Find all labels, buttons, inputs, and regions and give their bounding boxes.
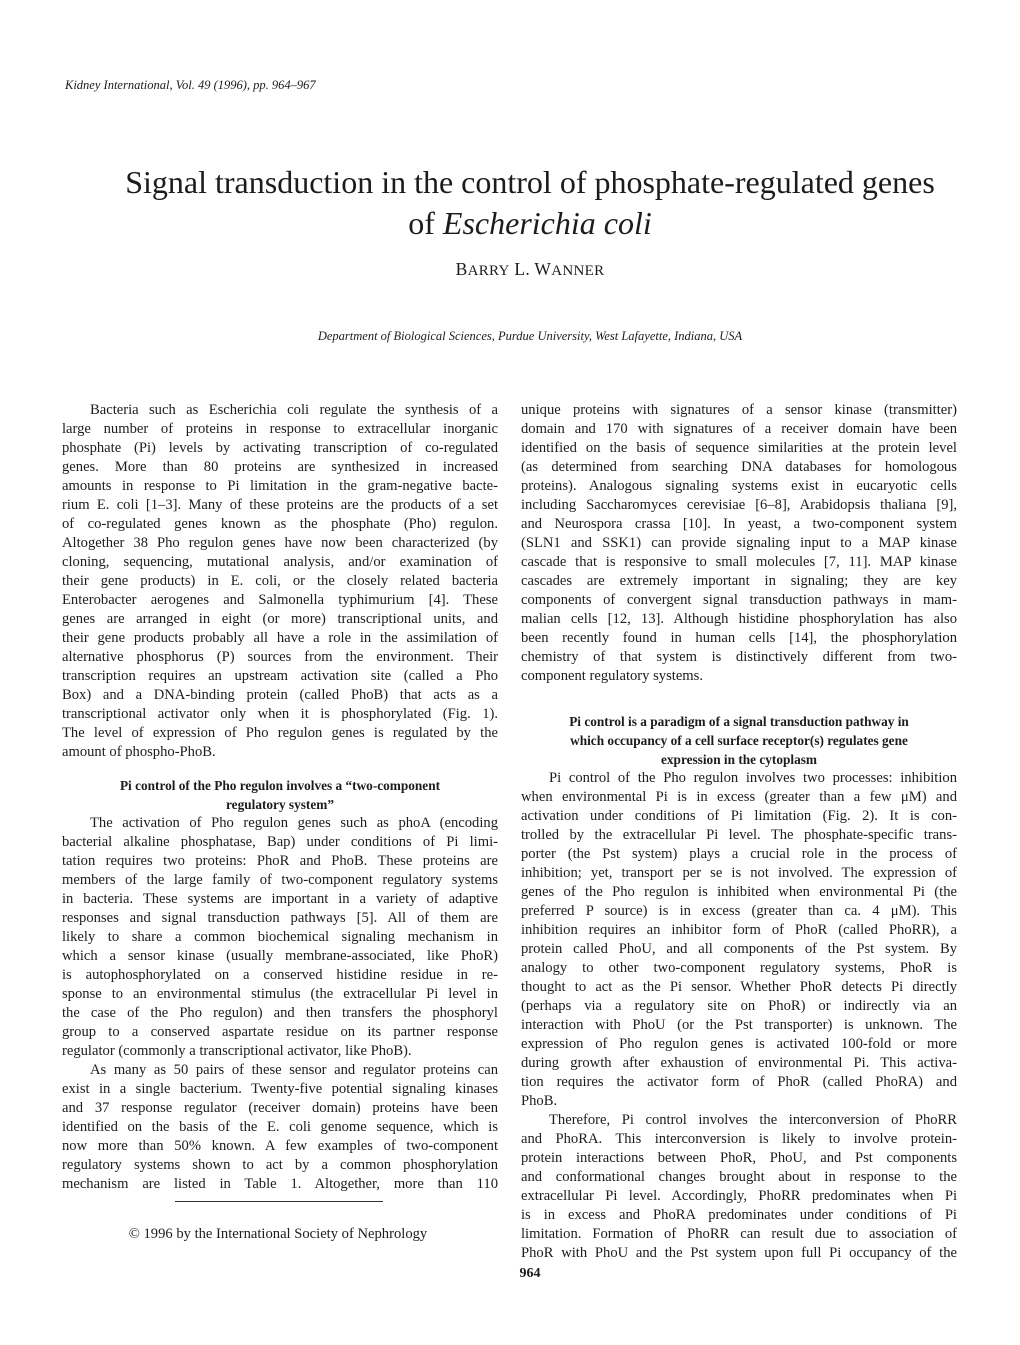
body-line: components of convergent signal transduction pathways in mam-: [521, 592, 957, 608]
body-line: extracellular Pi level. Accordingly, PhoRR predominates when Pi: [521, 1188, 957, 1204]
body-line: The level of expression of Pho regulon genes is regulated by the: [62, 725, 498, 741]
body-line: Pi control of the Pho regulon involves two processes: inhibition: [549, 770, 957, 786]
article-title-line-2: [60, 204, 1000, 242]
body-line: their gene products probably all have a role in the assimilation of: [62, 630, 498, 646]
body-line: interaction with PhoU (or the Pst transporter) is unknown. The: [521, 1017, 957, 1033]
body-line: identified on the basis of the E. coli genome sequence, which is: [62, 1119, 498, 1135]
body-line: proteins). Analogous signaling systems exist in eucaryotic cells: [521, 478, 957, 494]
body-line: (SLN1 and SSK1) can provide signaling input to a MAP kinase: [521, 535, 957, 551]
body-line: transcriptional activator only when it is phosphorylated (Fig. 1).: [62, 706, 498, 722]
body-line: amount of phospho-PhoB.: [62, 744, 216, 760]
body-line: transcription requires an upstream activation site (called a Pho: [62, 668, 498, 684]
body-line: expression of Pho regulon genes is activated 100-fold or more: [521, 1036, 957, 1052]
body-line: unique proteins with signatures of a sensor kinase (transmitter): [521, 402, 957, 418]
author-last-rest: ANNER: [551, 263, 605, 279]
body-line: cascades are extremely important in signaling; they are key: [521, 573, 957, 589]
intro-paragraph: [62, 401, 498, 762]
body-line: bacterial alkaline phosphatase, Bap) under conditions of Pi limi-: [62, 834, 498, 850]
body-line: activation under conditions of Pi limitation (Fig. 2). It is con-: [521, 808, 957, 824]
author-name: [60, 259, 1000, 280]
body-line: chemistry of that system is distinctively different from two-: [521, 649, 957, 665]
body-line: of co-regulated genes known as the phosphate (Pho) regulon.: [62, 516, 498, 532]
left-column: [62, 401, 498, 1194]
body-line: regulatory systems shown to act by a common phosphorylation: [62, 1157, 498, 1173]
body-line: inhibition; yet, transport per se is not involved. The expression of: [521, 865, 957, 881]
body-line: alternative phosphorus (P) sources from the environment. Their: [62, 649, 498, 665]
body-line: mechanism are listed in Table 1. Altogether, more than 110: [62, 1176, 498, 1192]
body-line: PhoB.: [521, 1093, 558, 1109]
footnote-divider: [175, 1201, 383, 1202]
body-line: domain and 170 with signatures of a receiver domain have been: [521, 421, 957, 437]
continued-paragraph: [521, 401, 957, 686]
body-line: porter (the Pst system) plays a crucial role in the process of: [521, 846, 957, 862]
body-line: is autophosphorylated on a conserved histidine residue in re-: [62, 967, 498, 983]
body-line: The activation of Pho regulon genes such as phoA (encoding: [90, 815, 498, 831]
section-1-paragraph: [62, 814, 498, 1194]
copyright-notice: © 1996 by the International Society of Nephrology: [128, 1226, 428, 1242]
body-line: and PhoRA. This interconversion is likely to involve protein-: [521, 1131, 957, 1147]
article-title-line-1: Signal transduction in the control of phosphate-regulated genes: [125, 164, 935, 200]
body-line: inhibition requires an inhibitor form of PhoR (called PhoRR), a: [521, 922, 957, 938]
body-line: in bacteria. These systems are important in a variety of adaptive: [62, 891, 498, 907]
body-line: (as determined from searching DNA databases for homologous: [521, 459, 957, 475]
body-line: rium E. coli [1–3]. Many of these proteins are the products of a set: [62, 497, 498, 513]
body-line: which a sensor kinase (usually membrane-associated, like PhoR): [62, 948, 498, 964]
author-first-rest: ARRY: [467, 263, 510, 279]
body-line: genes of the Pho regulon is inhibited when environmental Pi (the: [521, 884, 957, 900]
body-line: PhoR with PhoU and the Pst system upon full Pi occupancy of the: [521, 1245, 957, 1261]
section-heading-1: Pi control of the Pho regulon involves a “two-component: [119, 778, 441, 793]
body-line: large number of proteins in response to extracellular inorganic: [62, 421, 498, 437]
body-line: Enterobacter aerogenes and Salmonella typhimurium [4]. These: [62, 592, 498, 608]
body-line: identified on the basis of sequence similarities at the protein level: [521, 440, 957, 456]
section-heading-2-cont: which occupancy of a cell surface receptor(s) regulates gene: [570, 733, 908, 748]
body-line: tation requires two proteins: PhoR and PhoB. These proteins are: [62, 853, 498, 869]
section-heading-2: Pi control is a paradigm of a signal transduction pathway in: [569, 714, 909, 729]
body-line: likely to share a common biochemical signaling mechanism in: [62, 929, 498, 945]
author-initial-last: W: [534, 259, 552, 279]
body-line: genes. More than 80 proteins are synthesized in increased: [62, 459, 498, 475]
title-prefix: of: [408, 205, 443, 241]
author-affiliation: Department of Biological Sciences, Purdue University, West Lafayette, Indiana, USA: [317, 329, 743, 343]
body-line: and 37 response regulator (receiver domain) proteins have been: [62, 1100, 498, 1116]
body-line: and Neurospora crassa [10]. In yeast, a two-component system: [521, 516, 957, 532]
section-heading-2-end: expression in the cytoplasm: [661, 752, 817, 767]
body-line: genes are arranged in eight (or more) transcriptional units, and: [62, 611, 498, 627]
body-line: cascade that is responsive to small molecules [7, 11]. MAP kinase: [521, 554, 957, 570]
body-line: Box) and a DNA-binding protein (called PhoB) that acts as a: [62, 687, 498, 703]
body-line: amounts in response to Pi limitation in the gram-negative bacte-: [62, 478, 498, 494]
author-initial-first: B: [455, 259, 468, 279]
section-2-paragraph: [521, 769, 957, 1263]
right-column: [521, 401, 957, 1263]
body-line: regulator (commonly a transcriptional activator, like PhoB).: [62, 1043, 412, 1059]
body-line: protein called PhoU, and all components of the Pst system. By: [521, 941, 957, 957]
body-line: Bacteria such as Escherichia coli regulate the synthesis of a: [90, 402, 498, 418]
body-line: including Saccharomyces cerevisiae [6–8], Arabidopsis thaliana [9],: [521, 497, 957, 513]
body-line: and conformational changes brought about in response to the: [521, 1169, 957, 1185]
body-line: component regulatory systems.: [521, 668, 703, 684]
body-line: limitation. Formation of PhoRR can result due to association of: [521, 1226, 957, 1242]
body-line: responses and signal transduction pathways [5]. All of them are: [62, 910, 498, 926]
body-line: group to a conserved aspartate residue on its partner response: [62, 1024, 498, 1040]
body-line: during growth after exhaustion of environmental Pi. This activa-: [521, 1055, 957, 1071]
body-line: sponse to an environmental stimulus (the extracellular Pi level in: [62, 986, 498, 1002]
body-line: analogy to other two-component regulatory systems, PhoR is: [521, 960, 957, 976]
page-number: 964: [519, 1266, 541, 1281]
body-line: when environmental Pi is in excess (greater than a few μM) and: [521, 789, 957, 805]
body-line: protein interactions between PhoR, PhoU, and Pst components: [521, 1150, 957, 1166]
body-line: the case of the Pho regulon) and then transfers the phosphoryl: [62, 1005, 498, 1021]
body-line: cloning, sequencing, mutational analysis, and/or examination of: [62, 554, 498, 570]
body-line: been recently found in human cells [14], the phosphorylation: [521, 630, 957, 646]
body-line: malian cells [12, 13]. Although histidine phosphorylation has also: [521, 611, 957, 627]
body-line: tion requires the activator form of PhoR (called PhoRA) and: [521, 1074, 957, 1090]
body-line: thought to act as the Pi sensor. Whether PhoR detects Pi directly: [521, 979, 957, 995]
body-line: Altogether 38 Pho regulon genes have now been characterized (by: [62, 535, 498, 551]
body-line: trolled by the extracellular Pi level. The phosphate-specific trans-: [521, 827, 957, 843]
body-line: Therefore, Pi control involves the interconversion of PhoRR: [549, 1112, 957, 1128]
body-line: now more than 50% known. A few examples of two-component: [62, 1138, 498, 1154]
body-line: members of the large family of two-component regulatory systems: [62, 872, 498, 888]
title-organism: Escherichia coli: [442, 205, 652, 241]
body-line: preferred P source) is in excess (greater than ca. 4 μM). This: [521, 903, 957, 919]
body-line: As many as 50 pairs of these sensor and regulator proteins can: [90, 1062, 498, 1078]
body-line: phosphate (Pi) levels by activating transcription of co-regulated: [62, 440, 498, 456]
section-heading-1-cont: regulatory system”: [226, 797, 334, 812]
journal-citation: Kidney International, Vol. 49 (1996), pp. 964–967: [65, 78, 316, 92]
body-line: exist in a single bacterium. Twenty-five potential signaling kinases: [62, 1081, 498, 1097]
body-line: their gene products) in E. coli, or the closely related bacteria: [62, 573, 498, 589]
author-middle: L.: [509, 259, 535, 279]
body-line: (perhaps via a regulatory site on PhoR) or indirectly via an: [521, 998, 957, 1014]
body-line: is in excess and PhoRA predominates under conditions of Pi: [521, 1207, 957, 1223]
